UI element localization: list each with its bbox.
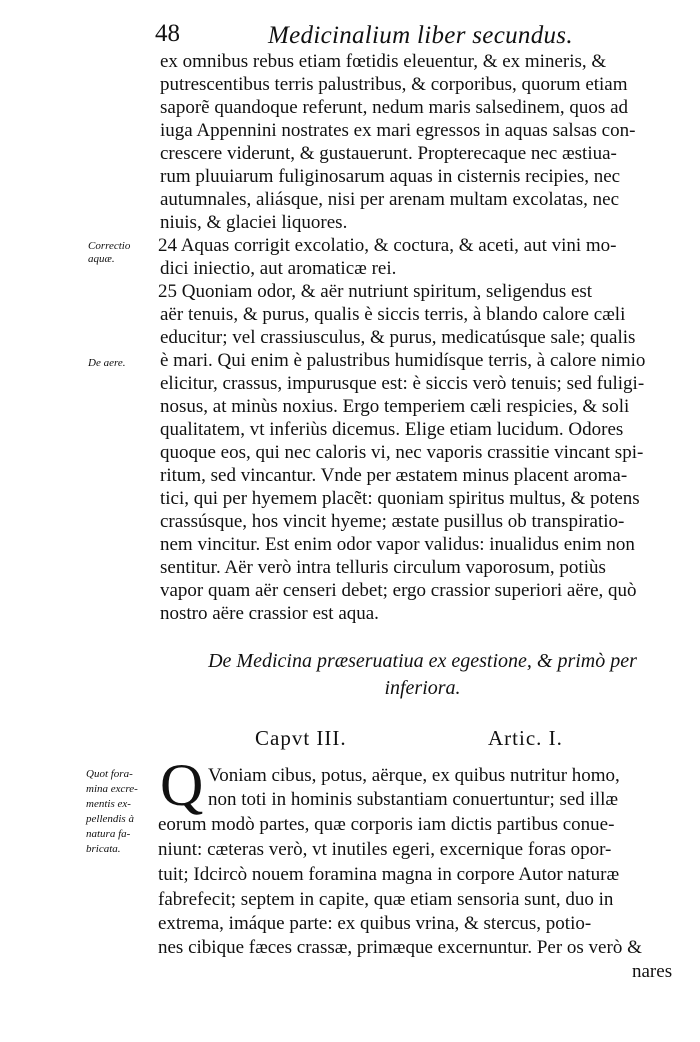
text-line: iuga Appennini nostrates ex mari egressos in aquas salsas con- [160, 120, 636, 141]
text-line: quoque eos, qui nec caloris vi, nec vaporis crassitie vincant spi- [160, 442, 644, 463]
text-line: vapor quam aër censeri debet; ergo crassior superiori aëre, quò [160, 580, 637, 601]
margin-note-line: Correctio [88, 240, 131, 252]
margin-note-line: mentis ex- [86, 798, 131, 810]
text-line: eorum modò partes, quæ corporis iam dictis partibus conue- [158, 814, 615, 835]
margin-note-line: pellendis à [86, 813, 134, 825]
text-line: niunt: cæteras verò, vt inutiles egeri, excernique foras opor- [158, 839, 612, 860]
text-line: extrema, imáque parte: ex quibus vrina, & stercus, potio- [158, 913, 592, 934]
text-line: tuit; Idcircò nouem foramina magna in corpore Autor naturæ [158, 864, 620, 885]
chapter-artic: Artic. I. [488, 726, 563, 750]
text-line: fabrefecit; septem in capite, quæ etiam sensoria sunt, duo in [158, 889, 614, 910]
margin-note-line: Quot fora- [86, 768, 133, 780]
margin-note-line: natura fa- [86, 828, 131, 840]
running-header [155, 20, 685, 50]
margin-note-de-aere [88, 357, 125, 370]
text-line: è mari. Qui enim è palustribus humidísque terris, à calore nimio [160, 350, 646, 371]
text-line: nem vincitur. Est enim odor vapor validus: inualidus enim non [160, 534, 635, 555]
text-line: non toti in hominis substantiam conuertuntur; sed illæ [208, 789, 619, 810]
margin-note-line: mina excre- [86, 783, 138, 795]
chapter-caput: Capvt III. [255, 726, 347, 750]
text-line: nostro aëre crassior est aqua. [160, 603, 379, 624]
margin-note-line: bricata. [86, 843, 121, 855]
running-title: Medicinalium liber secundus. [268, 22, 573, 49]
text-line: niuis, & glaciei liquores. [160, 212, 348, 233]
section-heading-line: inferiora. [384, 677, 461, 699]
text-line: nes cibique fæces crassæ, primæque excernuntur. Per os verò & [158, 937, 642, 958]
text-line: elicitur, crassus, impurusque est: è siccis verò tenuis; sed fuligi- [160, 373, 645, 394]
margin-note-line: De aere. [88, 357, 126, 369]
text-line: nares [632, 961, 673, 982]
text-line: 24 Aquas corrigit excolatio, & coctura, & aceti, aut vini mo- [158, 235, 617, 256]
section-heading-line: De Medicina præseruatiua ex egestione, & primò per [208, 650, 637, 672]
text-line: ex omnibus rebus etiam fœtidis eleuentur, & ex mineris, & [160, 51, 607, 72]
text-line: aër tenuis, & purus, qualis è siccis terris, à blando calore cæli [160, 304, 626, 325]
text-line: saporẽ quandoque referunt, nedum maris salsedinem, quos ad [160, 97, 629, 118]
text-line: crescere viderunt, & gustauerunt. Propterecaque nec æstiua- [160, 143, 617, 164]
text-line: autumnales, aliásque, nisi per arenam multam excolatas, nec [160, 189, 619, 210]
text-line: educitur; vel crassiusculus, & purus, medicatúsque sale; qualis [160, 327, 636, 348]
text-line: tici, qui per hyemem placẽt: quoniam spiritus multus, & potens [160, 488, 640, 509]
text-line: rum pluuiarum fuliginosarum aquas in cisternis recipies, nec [160, 166, 621, 187]
drop-cap: Q [160, 752, 204, 818]
text-line: dici iniectio, aut aromaticæ rei. [160, 258, 397, 279]
text-line: 25 Quoniam odor, & aër nutriunt spiritum, seligendus est [158, 281, 593, 302]
margin-note-correctio [88, 240, 130, 266]
text-line: qualitatem, vt inferiùs dicemus. Elige etiam lucidum. Odores [160, 419, 624, 440]
text-line: putrescentibus terris palustribus, & corporibus, quorum etiam [160, 74, 628, 95]
page-number: 48 [155, 20, 180, 47]
text-line: ritum, sed vincantur. Vnde per æstatem minus placent aroma- [160, 465, 628, 486]
text-line: sentitur. Aër verò intra telluris circulum vaporosum, potiùs [160, 557, 606, 578]
margin-note-line: aquæ. [88, 253, 115, 265]
text-line: crassúsque, hos vincit hyeme; æstate pusillus ob transpiratio- [160, 511, 625, 532]
margin-note-quot-foramina [86, 767, 138, 857]
text-line: Voniam cibus, potus, aërque, ex quibus nutritur homo, [208, 765, 620, 786]
text-line: nosus, at minùs noxius. Ergo temperiem cæli respicies, & soli [160, 396, 630, 417]
